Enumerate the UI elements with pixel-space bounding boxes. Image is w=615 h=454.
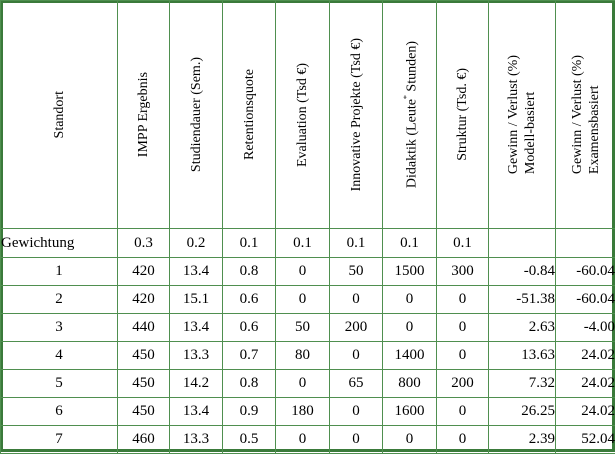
- table-cell: 0.8: [223, 258, 276, 286]
- table-cell: 1400: [383, 342, 437, 370]
- header-didaktik: [383, 1, 437, 229]
- table-cell: 14.2: [170, 370, 223, 398]
- table-row: [1, 370, 615, 398]
- weighting-cell: 0.1: [330, 229, 383, 258]
- table-cell: 24.02: [556, 398, 615, 426]
- header-retention: [223, 1, 276, 229]
- table-cell: 65: [330, 370, 383, 398]
- table-cell: 0.5: [223, 426, 276, 454]
- table-row: [1, 314, 615, 342]
- header-row: [1, 1, 615, 229]
- table-cell: 13.4: [170, 314, 223, 342]
- header-label-part: Didaktik (Leute: [405, 99, 420, 188]
- row-standort: 2: [1, 286, 118, 314]
- table-cell: 200: [330, 314, 383, 342]
- table-cell: 26.25: [489, 398, 556, 426]
- table-cell: 0.6: [223, 286, 276, 314]
- table-cell: 200: [437, 370, 489, 398]
- table-cell: 0: [437, 314, 489, 342]
- table-cell: 0: [330, 286, 383, 314]
- header-line: Gewinn / Verlust (%): [569, 55, 586, 174]
- table-cell: 0.6: [223, 314, 276, 342]
- table-cell: 800: [383, 370, 437, 398]
- table-cell: 0: [437, 286, 489, 314]
- table-cell: 0: [437, 342, 489, 370]
- table-cell: 0: [330, 342, 383, 370]
- table-cell: 450: [118, 370, 170, 398]
- weighting-cell: [489, 229, 556, 258]
- table-cell: 80: [276, 342, 330, 370]
- table-cell: 450: [118, 342, 170, 370]
- table-cell: 0.7: [223, 342, 276, 370]
- table-cell: 13.63: [489, 342, 556, 370]
- table-cell: 52.04: [556, 426, 615, 454]
- weighting-cell: 0.2: [170, 229, 223, 258]
- header-label: [505, 55, 539, 174]
- table-row: [1, 286, 615, 314]
- table-row: [1, 398, 615, 426]
- header-label: Innovative Projekte (Tsd €): [348, 38, 365, 191]
- table-cell: 450: [118, 398, 170, 426]
- table-cell: 0.8: [223, 370, 276, 398]
- table-cell: 13.4: [170, 398, 223, 426]
- table-cell: 0: [276, 370, 330, 398]
- weighting-row: [1, 229, 615, 258]
- header-label: Evaluation (Tsd €): [294, 63, 311, 167]
- header-impp: [118, 1, 170, 229]
- table-cell: 1600: [383, 398, 437, 426]
- table-cell: 50: [276, 314, 330, 342]
- table-cell: 1500: [383, 258, 437, 286]
- table-row: [1, 342, 615, 370]
- table-cell: 13.3: [170, 342, 223, 370]
- header-standort: [1, 1, 118, 229]
- header-studiendauer: [170, 1, 223, 229]
- table-row: [1, 426, 615, 454]
- table-cell: 24.02: [556, 370, 615, 398]
- weighting-cell: 0.1: [276, 229, 330, 258]
- table-cell: 7.32: [489, 370, 556, 398]
- row-standort: 6: [1, 398, 118, 426]
- table-cell: 420: [118, 258, 170, 286]
- table-cell: 0: [437, 398, 489, 426]
- weighting-cell: 0.1: [223, 229, 276, 258]
- table-cell: 15.1: [170, 286, 223, 314]
- header-label: IMPP Ergebnis: [135, 72, 152, 157]
- header-label: Studiendauer (Sem.): [188, 57, 205, 172]
- table-cell: -60.04: [556, 258, 615, 286]
- table-cell: 0: [437, 426, 489, 454]
- table-cell: 0: [330, 426, 383, 454]
- table-cell: 460: [118, 426, 170, 454]
- header-line: Examensbasiert: [586, 55, 603, 174]
- header-label: Retentionsquote: [241, 69, 258, 160]
- header-label-part: Stunden): [405, 41, 420, 95]
- table-cell: 13.3: [170, 426, 223, 454]
- table-cell: -60.04: [556, 286, 615, 314]
- row-standort: 4: [1, 342, 118, 370]
- header-line: Gewinn / Verlust (%): [505, 55, 522, 174]
- table-cell: 180: [276, 398, 330, 426]
- row-standort: 7: [1, 426, 118, 454]
- weighting-cell: [556, 229, 615, 258]
- table-cell: 300: [437, 258, 489, 286]
- weighting-cell: 0.1: [383, 229, 437, 258]
- table-cell: 0: [330, 398, 383, 426]
- header-struktur: [437, 1, 489, 229]
- header-label: [569, 55, 603, 174]
- row-standort: 1: [1, 258, 118, 286]
- table-cell: 0.9: [223, 398, 276, 426]
- table-row: [1, 258, 615, 286]
- weighting-cell: 0.3: [118, 229, 170, 258]
- weighting-cell: 0.1: [437, 229, 489, 258]
- table-cell: 50: [330, 258, 383, 286]
- table-cell: 2.39: [489, 426, 556, 454]
- header-label: Standort: [51, 91, 68, 138]
- table-cell: 0: [276, 258, 330, 286]
- table-cell: 0: [383, 286, 437, 314]
- table-cell: 0: [276, 426, 330, 454]
- table-cell: 0: [276, 286, 330, 314]
- header-gv-modell: [489, 1, 556, 229]
- weighting-label: Gewichtung: [1, 229, 118, 258]
- row-standort: 5: [1, 370, 118, 398]
- table-cell: -0.84: [489, 258, 556, 286]
- table-cell: 0: [383, 314, 437, 342]
- table-cell: 24.02: [556, 342, 615, 370]
- table-cell: 13.4: [170, 258, 223, 286]
- header-evaluation: [276, 1, 330, 229]
- header-superscript: *: [402, 95, 411, 99]
- table-cell: 420: [118, 286, 170, 314]
- table-cell: 440: [118, 314, 170, 342]
- header-innovative: [330, 1, 383, 229]
- table-cell: 2.63: [489, 314, 556, 342]
- header-gv-examen: [556, 1, 615, 229]
- table-cell: -51.38: [489, 286, 556, 314]
- table-cell: 0: [383, 426, 437, 454]
- header-label: Struktur (Tsd. €): [454, 68, 471, 161]
- table-cell: -4.00: [556, 314, 615, 342]
- header-label: [398, 41, 421, 188]
- row-standort: 3: [1, 314, 118, 342]
- header-line: Modell-basiert: [522, 55, 539, 174]
